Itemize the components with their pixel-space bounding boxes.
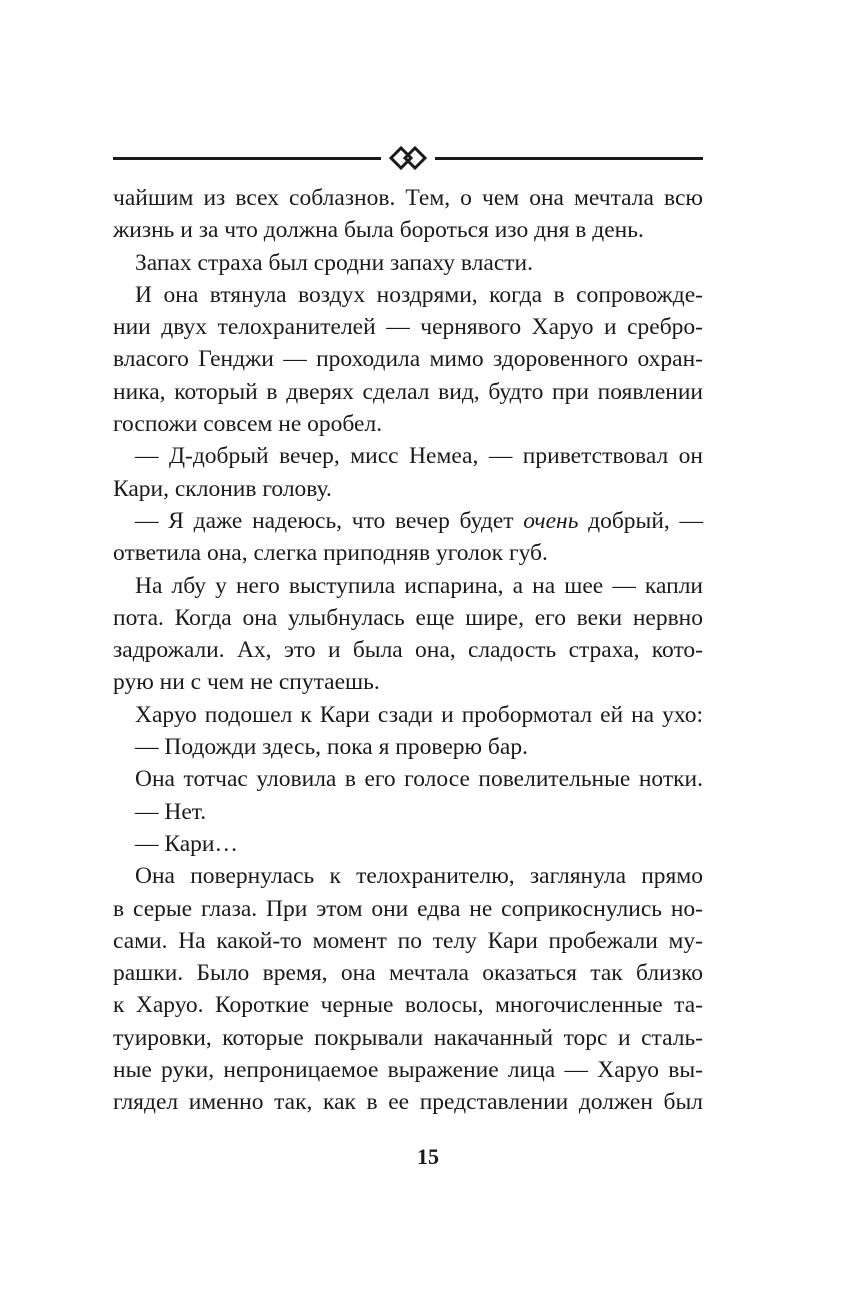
text-line: пота. Когда она улыбнулась еще шире, его веки нервно bbox=[113, 604, 703, 631]
text-line: нии двух телохранителей — чернявого Харуо и сребро- bbox=[113, 314, 703, 341]
text-fragment: добрый, — bbox=[578, 507, 704, 534]
text-fragment: — Я даже надеюсь, что вечер будет bbox=[135, 507, 524, 534]
ornament-rule-right bbox=[435, 157, 703, 160]
text-line: Харуо подошел к Кари сзади и пробормотал ей на ухо: bbox=[135, 701, 703, 728]
text-line: — Нет. bbox=[135, 798, 207, 825]
text-line: рую ни с чем не спутаешь. bbox=[113, 669, 380, 696]
text-line: жизнь и за что должна была бороться изо дня в день. bbox=[113, 217, 644, 244]
text-line: Кари, склонив голову. bbox=[113, 475, 332, 502]
text-line: — Д-добрый вечер, мисс Немеа, — приветствовал он bbox=[135, 443, 703, 470]
text-line: задрожали. Ах, это и была она, сладость страха, кото- bbox=[113, 637, 703, 664]
text-line: сами. На какой-то момент по телу Кари пробежали му- bbox=[113, 927, 703, 954]
text-line bbox=[113, 505, 703, 537]
text-line: в серые глаза. При этом они едва не соприкоснулись но- bbox=[113, 895, 703, 922]
text-line: На лбу у него выступила испарина, а на шее — капли bbox=[135, 572, 703, 599]
diamond-knot-icon bbox=[388, 142, 428, 174]
text-line: Запах страха был сродни запаху власти. bbox=[135, 249, 534, 276]
text-line: Она повернулась к телохранителю, заглянула прямо bbox=[135, 863, 703, 890]
text-line: туировки, которые покрывали накачанный торс и сталь- bbox=[113, 1024, 703, 1051]
ornament-rule-left bbox=[113, 157, 381, 160]
text-line: чайшим из всех соблазнов. Тем, о чем она мечтала всю bbox=[113, 185, 703, 211]
header-ornament bbox=[113, 142, 703, 174]
text-line: к Харуо. Короткие черные волосы, многочисленные та- bbox=[113, 992, 703, 1019]
emphasis: очень bbox=[523, 507, 579, 534]
text-line: ответила она, слегка приподняв уголок губ. bbox=[113, 540, 548, 567]
text-line: И она втянула воздух ноздрями, когда в сопровожде- bbox=[135, 281, 703, 308]
text-line: Она тотчас уловила в его голосе повелительные нотки. bbox=[135, 766, 703, 793]
text-line: госпожи совсем не оробел. bbox=[113, 411, 383, 438]
body-text bbox=[113, 182, 703, 1119]
text-line: — Кари… bbox=[135, 830, 238, 857]
page-number: 15 bbox=[417, 1144, 439, 1169]
text-line: — Подожди здесь, пока я проверю бар. bbox=[135, 734, 528, 761]
text-line: ника, который в дверях сделал вид, будто при появлении bbox=[113, 378, 703, 405]
text-line: власого Генджи — проходила мимо здоровенного охран- bbox=[113, 346, 703, 373]
text-line: глядел именно так, как в ее представлении должен был bbox=[113, 1089, 703, 1116]
text-line: рашки. Было время, она мечтала оказаться так близко bbox=[113, 960, 703, 987]
text-line: ные руки, непроницаемое выражение лица — Харуо вы- bbox=[113, 1057, 703, 1084]
